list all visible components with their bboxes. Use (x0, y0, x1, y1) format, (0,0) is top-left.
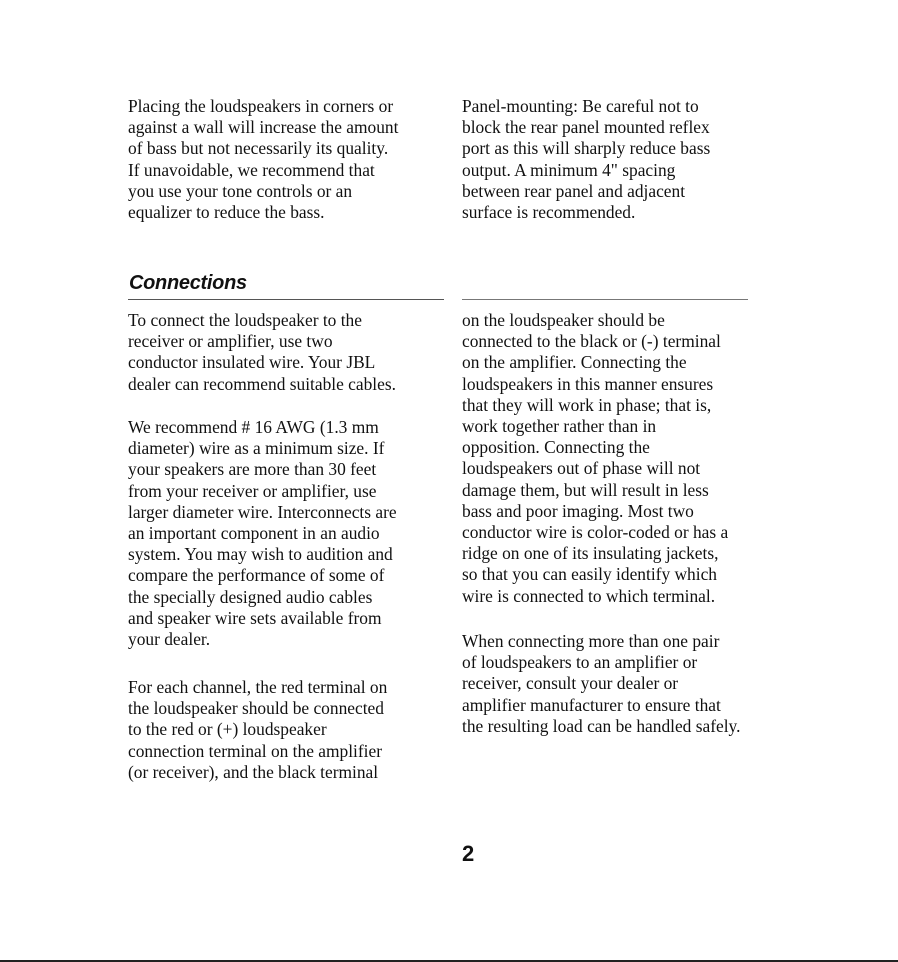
heading-rule-left (128, 299, 444, 300)
section-heading-connections: Connections (129, 272, 247, 294)
paragraph-multiple-pairs: When connecting more than one pair of loudspeakers to an amplifier or receiver, consult your dealer or amplifier manufacturer to ensure that the resulting load can be handled safely. (462, 631, 741, 736)
intro-paragraph-corner-placement: Placing the loudspeakers in corners or against a wall will increase the amount of bass but not necessarily its quality. If unavoidable, we recommend that you use your tone controls or an equalizer to reduce the bass. (128, 96, 399, 223)
heading-rule-right (462, 299, 748, 300)
paragraph-terminal-polarity: For each channel, the red terminal on the loudspeaker should be connected to the red or (+) loudspeaker connection terminal on the amplifier (or receiver), and the black terminal (128, 677, 388, 782)
page-number: 2 (462, 841, 475, 866)
paragraph-wire-gauge: We recommend # 16 AWG (1.3 mm diameter) wire as a minimum size. If your speakers are more than 30 feet from your receiver or amplifier, use larger diameter wire. Interconnects are an important component in an audio system. You may wish to audition and compare the performance of some of the specially designed audio cables and speaker wire sets available from your dealer. (128, 417, 397, 650)
paragraph-wire-type: To connect the loudspeaker to the receiver or amplifier, use two conductor insulated wire. Your JBL dealer can recommend suitable cables. (128, 310, 396, 394)
paragraph-phase: on the loudspeaker should be connected to the black or (-) terminal on the amplifier. Connecting the loudspeakers in this manner ensures that they will work in phase; that is, work together rather than in opposition. Connecting the loudspeakers out of phase will not damage them, but will result in less bass and poor imaging. Most two conductor wire is color-coded or has a ridge on one of its insulating jackets, so that you can easily identify which wire is connected to which terminal. (462, 310, 729, 606)
intro-paragraph-panel-mounting: Panel-mounting: Be careful not to block the rear panel mounted reflex port as this will sharply reduce bass output. A minimum 4" spacing between rear panel and adjacent surface is recommended. (462, 96, 711, 223)
